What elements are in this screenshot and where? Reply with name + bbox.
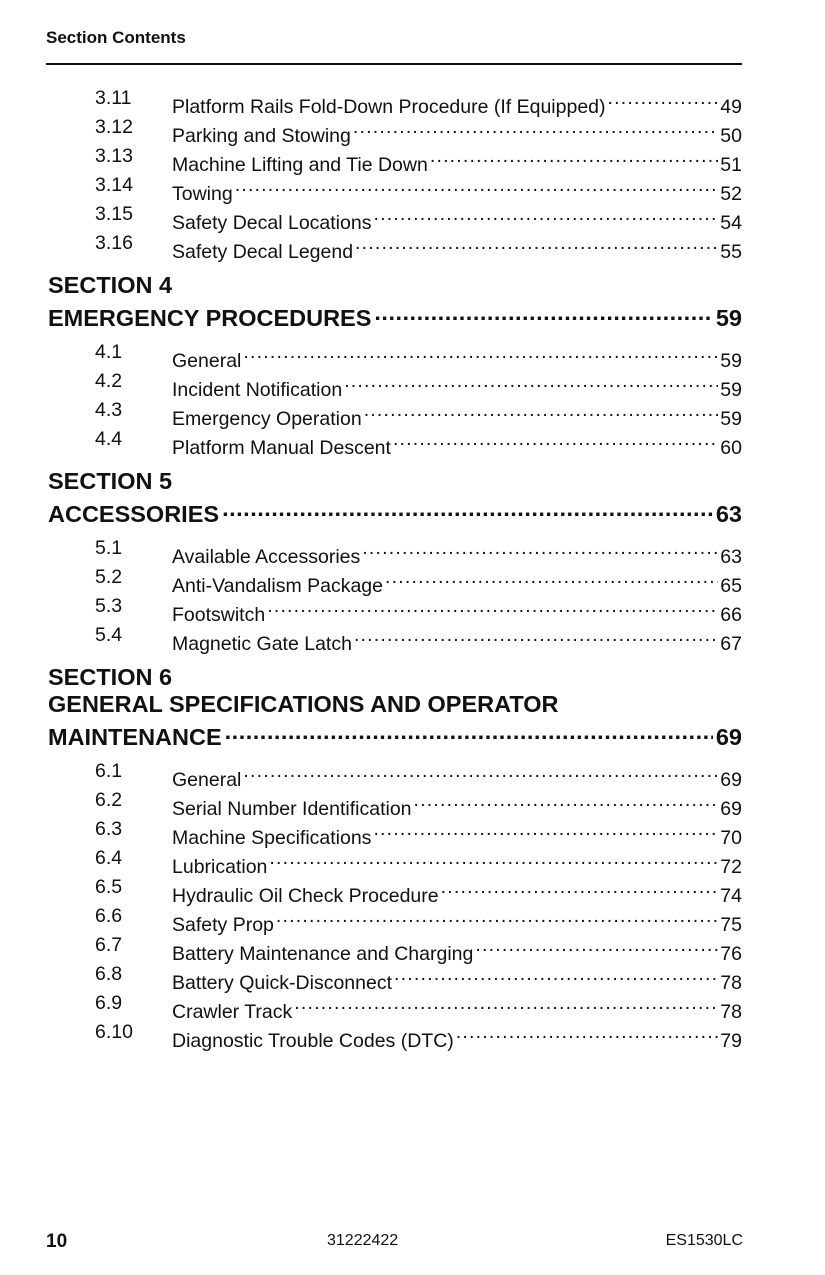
entry-page-number: 76 (720, 943, 742, 965)
entry-title: Lubrication (172, 856, 268, 878)
toc-entry[interactable] (95, 1018, 742, 1052)
entry-title: Safety Decal Legend (172, 241, 354, 263)
entry-number: 3.13 (95, 145, 133, 167)
entry-page-number: 72 (720, 856, 742, 878)
footer-page-number: 10 (46, 1231, 68, 1252)
toc-entry[interactable] (95, 757, 742, 791)
entry-page-number: 69 (720, 798, 742, 820)
entry-number: 6.6 (95, 905, 123, 927)
entry-number: 6.4 (95, 847, 123, 869)
entry-number: 3.15 (95, 203, 133, 225)
dot-leader (353, 113, 718, 142)
toc-entry[interactable] (95, 592, 742, 626)
toc-entry[interactable] (95, 844, 742, 878)
dot-leader (243, 338, 718, 367)
entry-title: Emergency Operation (172, 408, 362, 430)
dot-leader (441, 873, 719, 902)
dot-leader (267, 592, 718, 621)
entry-page-number: 78 (720, 1001, 742, 1023)
section-title: EMERGENCY PROCEDURES (48, 305, 372, 331)
toc-entry[interactable] (95, 171, 742, 205)
toc-entry[interactable] (95, 960, 742, 994)
entry-number: 5.4 (95, 624, 123, 646)
toc-entry[interactable] (95, 113, 742, 147)
toc-entry[interactable] (95, 200, 742, 234)
toc-entry[interactable] (95, 563, 742, 597)
entry-title: Platform Manual Descent (172, 437, 391, 459)
entry-title: Incident Notification (172, 379, 343, 401)
footer-model-name: ES1530LC (665, 1232, 743, 1249)
entry-page-number: 60 (720, 437, 742, 459)
entry-page-number: 69 (720, 769, 742, 791)
entry-page-number: 63 (720, 546, 742, 568)
entry-number: 6.5 (95, 876, 123, 898)
entry-title: Towing (172, 183, 233, 205)
dot-leader (608, 84, 719, 113)
entry-page-number: 51 (720, 154, 742, 176)
toc-entry[interactable] (95, 425, 742, 459)
entry-title: Crawler Track (172, 1001, 293, 1023)
dot-leader (393, 425, 718, 454)
section-title: ACCESSORIES (48, 501, 220, 527)
dot-leader (385, 563, 718, 592)
dot-leader (354, 621, 718, 650)
entry-title: Safety Prop (172, 914, 274, 936)
section-heading[interactable] (48, 664, 742, 751)
entry-title: Serial Number Identification (172, 798, 412, 820)
entry-page-number: 67 (720, 633, 742, 655)
entry-number: 6.9 (95, 992, 123, 1014)
dot-leader (475, 931, 718, 960)
section-label: SECTION 6 (48, 664, 173, 690)
footer-document-number: 31222422 (327, 1232, 399, 1249)
dot-leader (373, 200, 718, 229)
toc-entry[interactable] (95, 786, 742, 820)
entry-title: Magnetic Gate Latch (172, 633, 352, 655)
toc-entry[interactable] (95, 931, 742, 965)
toc-entry[interactable] (95, 338, 742, 372)
entry-number: 5.1 (95, 537, 123, 559)
dot-leader (414, 786, 719, 815)
entry-number: 4.2 (95, 370, 123, 392)
toc-entry[interactable] (95, 396, 742, 430)
entry-page-number: 70 (720, 827, 742, 849)
entry-page-number: 66 (720, 604, 742, 626)
dot-leader (373, 815, 718, 844)
section-label: SECTION 4 (48, 272, 173, 298)
toc-entry[interactable] (95, 142, 742, 176)
entry-number: 4.3 (95, 399, 123, 421)
entry-page-number: 59 (720, 350, 742, 372)
toc-entry[interactable] (95, 621, 742, 655)
entry-title: Battery Maintenance and Charging (172, 943, 474, 965)
dot-leader (374, 299, 712, 326)
entry-page-number: 65 (720, 575, 742, 597)
entry-number: 3.14 (95, 174, 133, 196)
entry-page-number: 59 (720, 379, 742, 401)
entry-title: General (172, 350, 242, 372)
toc-entry[interactable] (95, 815, 742, 849)
dot-leader (355, 229, 718, 258)
entry-title: Safety Decal Locations (172, 212, 372, 234)
entry-number: 3.11 (95, 87, 132, 109)
toc-entry[interactable] (95, 873, 742, 907)
entry-page-number: 79 (720, 1030, 742, 1052)
entry-page-number: 78 (720, 972, 742, 994)
toc-entry[interactable] (95, 229, 742, 263)
dot-leader (269, 844, 718, 873)
entry-number: 4.1 (95, 341, 123, 363)
entry-page-number: 74 (720, 885, 742, 907)
entry-title: Machine Lifting and Tie Down (172, 154, 428, 176)
entry-title: Footswitch (172, 604, 266, 626)
entry-number: 6.7 (95, 934, 123, 956)
entry-title: Anti-Vandalism Package (172, 575, 383, 597)
dot-leader (364, 396, 719, 425)
entry-title: Parking and Stowing (172, 125, 351, 147)
entry-page-number: 55 (720, 241, 742, 263)
entry-page-number: 50 (720, 125, 742, 147)
dot-leader (243, 757, 718, 786)
dot-leader (294, 989, 718, 1018)
toc-entry[interactable] (95, 989, 742, 1023)
entry-page-number: 75 (720, 914, 742, 936)
entry-page-number: 52 (720, 183, 742, 205)
section-label: SECTION 5 (48, 468, 173, 494)
dot-leader (456, 1018, 719, 1047)
section-heading[interactable] (48, 468, 742, 528)
section-title: MAINTENANCE (48, 724, 222, 750)
dot-leader (394, 960, 718, 989)
toc-entry[interactable] (95, 902, 742, 936)
entry-title: Available Accessories (172, 546, 361, 568)
entry-number: 6.1 (95, 760, 123, 782)
entry-number: 6.8 (95, 963, 123, 985)
entry-title: General (172, 769, 242, 791)
entry-number: 6.2 (95, 789, 123, 811)
page-header-title: Section Contents (46, 28, 186, 47)
entry-number: 6.3 (95, 818, 123, 840)
entry-title: Hydraulic Oil Check Procedure (172, 885, 439, 907)
entry-number: 5.3 (95, 595, 123, 617)
dot-leader (225, 718, 713, 745)
dot-leader (276, 902, 718, 931)
section-page-number: 63 (715, 501, 742, 527)
dot-leader (222, 495, 713, 522)
dot-leader (430, 142, 718, 171)
entry-number: 5.2 (95, 566, 123, 588)
section-page-number: 69 (715, 724, 742, 750)
entry-number: 3.16 (95, 232, 133, 254)
section-title-line: GENERAL SPECIFICATIONS AND OPERATOR (48, 691, 559, 717)
entry-title: Machine Specifications (172, 827, 372, 849)
header-rule (46, 63, 742, 65)
entry-number: 4.4 (95, 428, 123, 450)
entry-title: Battery Quick-Disconnect (172, 972, 392, 994)
entry-page-number: 59 (720, 408, 742, 430)
toc-entry[interactable] (95, 367, 742, 401)
entry-title: Platform Rails Fold-Down Procedure (If Equipped) (172, 96, 606, 118)
entry-page-number: 54 (720, 212, 742, 234)
entry-title: Diagnostic Trouble Codes (DTC) (172, 1030, 454, 1052)
dot-leader (235, 171, 719, 200)
section-heading[interactable] (48, 272, 742, 332)
toc-entry[interactable] (95, 84, 742, 118)
dot-leader (362, 534, 718, 563)
section-page-number: 59 (715, 305, 742, 331)
entry-page-number: 49 (720, 96, 742, 118)
table-of-contents (0, 84, 825, 1052)
entry-number: 3.12 (95, 116, 133, 138)
dot-leader (344, 367, 718, 396)
entry-number: 6.10 (95, 1021, 133, 1043)
toc-entry[interactable] (95, 534, 742, 568)
